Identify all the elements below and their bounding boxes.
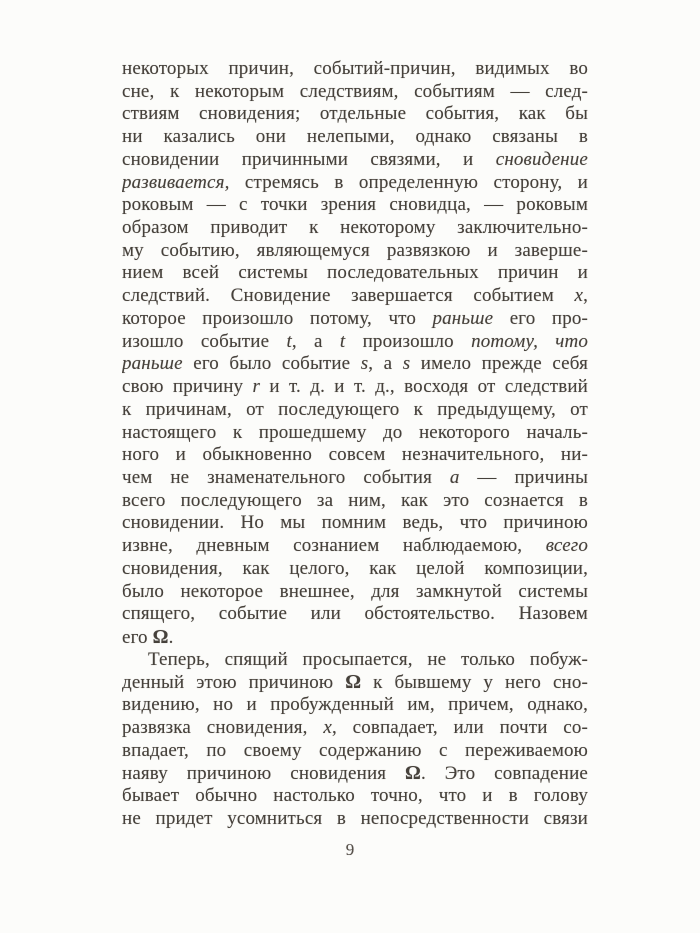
text-segment: его про- <box>493 307 588 329</box>
emphasized-text: a <box>449 466 460 488</box>
text-line <box>122 58 588 81</box>
text-segment: настоящего к прошедшему до некоторого началь- <box>122 421 588 443</box>
text-line <box>122 444 588 467</box>
text-line <box>122 535 588 558</box>
text-segment: наяву причиною сновидения <box>122 763 405 785</box>
text-line <box>122 581 588 604</box>
text-line <box>122 194 588 217</box>
text-line <box>122 399 588 422</box>
text-segment: ни казались они нелепыми, однако связаны в <box>122 126 588 148</box>
text-segment: — причины <box>459 466 588 488</box>
text-segment: имело прежде себя <box>410 353 588 375</box>
emphasized-text: x <box>574 285 584 307</box>
text-segment: . Это совпадение <box>420 763 588 785</box>
text-line <box>122 512 588 535</box>
text-segment: , а <box>291 330 340 352</box>
emphasized-text: s <box>402 353 411 375</box>
emphasized-text: сновидение <box>495 148 588 170</box>
text-segment: не придет усомниться в непосредственности связи <box>122 807 588 829</box>
text-segment: роковым — с точки зрения сновидца, — роковым <box>122 194 588 216</box>
text-line <box>122 558 588 581</box>
text-segment: , <box>583 285 588 307</box>
text-line <box>122 694 588 717</box>
text-segment: следствий. Сновидение завершается событием <box>122 285 575 307</box>
emphasized-text: t <box>339 330 346 352</box>
text-segment: , а <box>368 353 403 375</box>
text-segment: к причинам, от последующего к предыдущему, от <box>122 398 588 420</box>
text-line <box>122 217 588 240</box>
text-segment: свою причину <box>122 376 253 398</box>
omega-symbol: Ω <box>345 671 362 694</box>
text-segment: его было событие <box>182 353 361 375</box>
text-line <box>122 808 588 831</box>
text-segment: . <box>168 626 174 648</box>
text-line <box>122 740 588 763</box>
text-line <box>122 308 588 331</box>
body-text <box>122 58 588 830</box>
text-line <box>122 785 588 808</box>
emphasized-text: t <box>286 330 292 352</box>
text-segment: изошло событие <box>122 330 287 352</box>
text-segment: некоторых причин, событий-причин, видимых во <box>122 58 588 79</box>
emphasized-text: x <box>323 716 332 738</box>
text-line <box>122 649 588 672</box>
text-line <box>122 376 588 399</box>
emphasized-text: s <box>360 353 369 375</box>
text-line <box>122 467 588 490</box>
text-segment: произошло <box>345 330 472 352</box>
text-segment: ствиям сновидения; отдельные события, как бы <box>122 103 588 125</box>
text-segment: сновидении. Но мы помним ведь, что причиною <box>122 512 588 534</box>
text-segment: бывает обычно настолько точно, что и в голову <box>122 785 588 806</box>
text-segment: образом приводит к некоторому заключительно- <box>122 217 588 239</box>
text-segment: стремясь в определенную сторону, и <box>229 171 588 193</box>
text-segment: , совпадает, или почти со- <box>331 716 588 738</box>
text-segment: развязка сновидения, <box>122 716 324 738</box>
text-line <box>122 353 588 376</box>
emphasized-text: развивается, <box>122 171 230 193</box>
text-line <box>122 103 588 126</box>
emphasized-text: раньше <box>122 353 183 375</box>
emphasized-text: раньше <box>432 307 494 329</box>
text-segment: впадает, по своему содержанию с переживаемою <box>122 739 588 761</box>
text-segment: Теперь, спящий просыпается, не только побуж- <box>148 648 588 670</box>
text-line <box>122 717 588 740</box>
emphasized-text: r <box>252 376 261 398</box>
text-line <box>122 81 588 104</box>
text-segment: сновидении причинными связями, и <box>122 148 496 170</box>
text-line <box>122 762 588 785</box>
emphasized-text: всего <box>545 535 588 557</box>
text-line <box>122 126 588 149</box>
emphasized-text: потому, что <box>471 330 588 352</box>
text-line <box>122 172 588 195</box>
text-segment: его <box>122 626 153 648</box>
text-segment: извне, дневным сознанием наблюдаемою, <box>122 535 546 557</box>
text-segment: ного и обыкновенно совсем незначительного, ни- <box>122 444 588 466</box>
text-line <box>122 626 588 649</box>
text-line <box>122 285 588 308</box>
text-line <box>122 603 588 626</box>
text-line <box>122 149 588 172</box>
text-segment: му событию, являющемуся развязкою и заверше- <box>122 239 588 261</box>
text-line <box>122 262 588 285</box>
text-segment: к бывшему у него сно- <box>361 672 588 694</box>
omega-symbol: Ω <box>405 762 421 785</box>
text-line <box>122 240 588 263</box>
text-segment: сновидения, как целого, как целой композиции, <box>122 557 588 579</box>
page-number: 9 <box>345 840 355 859</box>
text-segment: денный этою причиною <box>122 672 346 694</box>
omega-symbol: Ω <box>152 625 169 648</box>
text-segment: и т. д. и т. д., восходя от следствий <box>260 376 588 398</box>
text-line <box>122 671 588 694</box>
text-segment: было некоторое внешнее, для замкнутой системы <box>122 580 588 602</box>
text-segment: сне, к некоторым следствиям, событиям — след- <box>122 80 588 102</box>
text-line <box>122 331 588 354</box>
text-segment: спящего, событие или обстоятельство. Назовем <box>122 603 588 625</box>
text-line <box>122 490 588 513</box>
text-line <box>122 422 588 445</box>
text-segment: видению, но и пробужденный им, причем, однако, <box>122 694 588 716</box>
text-segment: всего последующего за ним, как это сознается в <box>122 489 588 511</box>
text-segment: которое произошло потому, что <box>122 307 433 329</box>
text-segment: чем не знаменательного события <box>122 466 450 488</box>
text-segment: нием всей системы последовательных причин и <box>122 262 588 284</box>
